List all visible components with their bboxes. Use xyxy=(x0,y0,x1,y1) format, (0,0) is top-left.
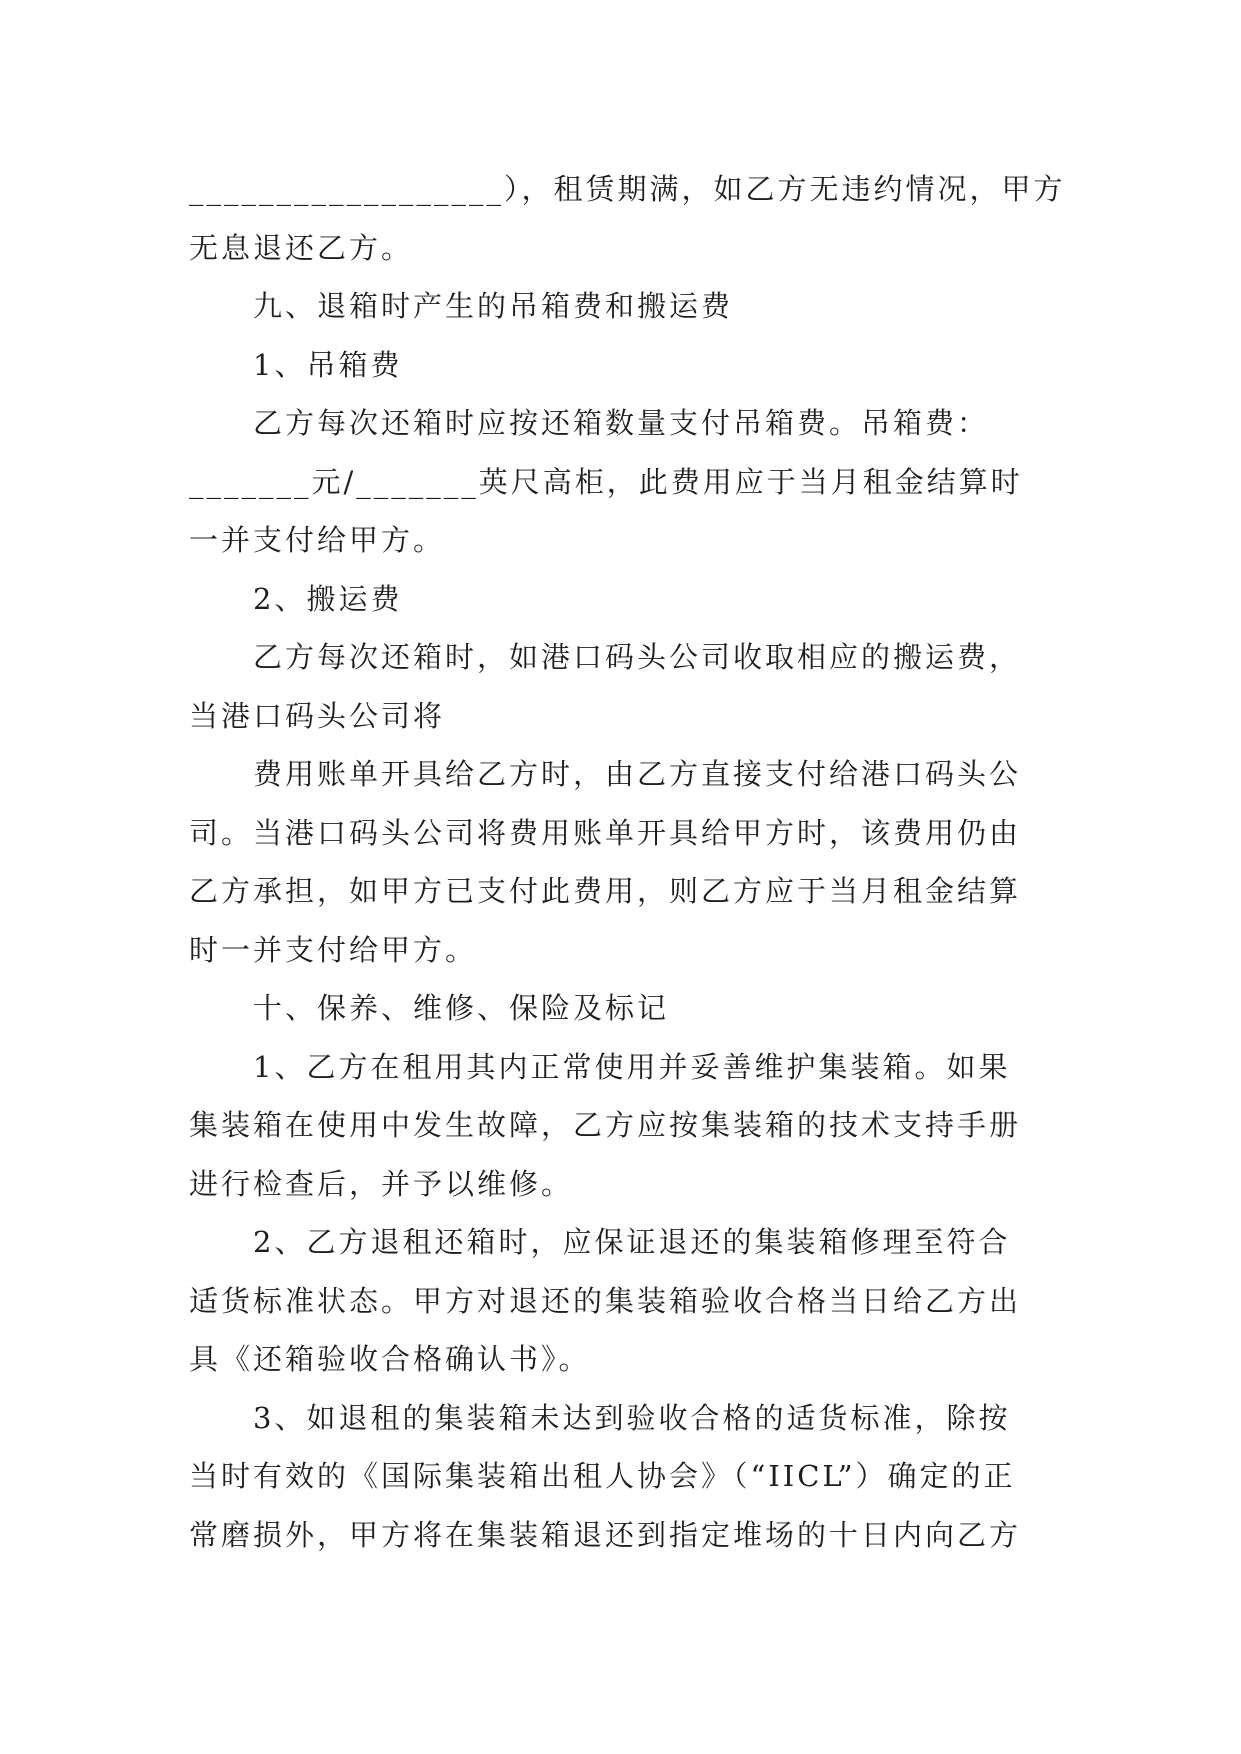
text-line: 无息退还乙方。 xyxy=(189,230,414,265)
paragraph-return-standard xyxy=(189,1213,1055,1389)
paragraph-lifting-fee xyxy=(189,394,1055,570)
text-line: 时一并支付给甲方。 xyxy=(189,932,478,967)
paragraph-maintenance xyxy=(189,1038,1055,1214)
text-line: 常磨损外，甲方将在集装箱退还到指定堆场的十日内向乙方 xyxy=(189,1517,1022,1552)
text-line: 1、乙方在租用其内正常使用并妥善维护集装箱。如果 xyxy=(253,1049,1011,1084)
section-heading-ten xyxy=(189,979,1055,1038)
text-line: 当时有效的《国际集装箱出租人协会》（“IICL”）确定的正 xyxy=(189,1459,1016,1493)
paragraph-deposit-refund xyxy=(189,160,1066,277)
text-line: 3、如退租的集装箱未达到验收合格的适货标准，除按 xyxy=(253,1400,1011,1435)
text-line: 当港口码头公司将 xyxy=(189,698,446,733)
subheading-lifting-fee xyxy=(189,336,1055,395)
text-line: 进行检查后，并予以维修。 xyxy=(189,1166,574,1201)
heading-text: 九、退箱时产生的吊箱费和搬运费 xyxy=(253,289,734,323)
subheading-text: 1、吊箱费 xyxy=(253,347,403,382)
document-body xyxy=(189,160,1066,1564)
text-line: _______元/_______英尺高柜，此费用应于当月租金结算时 xyxy=(189,464,1023,499)
text-line: 一并支付给甲方。 xyxy=(189,523,446,557)
text-line: 费用账单开具给乙方时，由乙方直接支付给港口码头公 xyxy=(253,757,1022,791)
text-line: 司。当港口码头公司将费用账单开具给甲方时，该费用仍由 xyxy=(189,815,1022,850)
text-line: 2、乙方退租还箱时，应保证退还的集装箱修理至符合 xyxy=(253,1225,1011,1259)
text-line: 乙方每次还箱时，如港口码头公司收取相应的搬运费， xyxy=(253,640,1022,674)
text-line: 集装箱在使用中发生故障，乙方应按集装箱的技术支持手册 xyxy=(189,1108,1022,1142)
text-line: 乙方承担，如甲方已支付此费用，则乙方应于当月租金结算 xyxy=(189,874,1022,908)
heading-text: 十、保养、维修、保险及标记 xyxy=(253,991,670,1025)
paragraph-handling-fee-billing xyxy=(189,745,1055,979)
subheading-text: 2、搬运费 xyxy=(253,581,403,616)
text-line: 适货标准状态。甲方对退还的集装箱验收合格当日给乙方出 xyxy=(189,1283,1022,1318)
paragraph-handling-fee xyxy=(189,628,1055,745)
paragraph-iicl-standard xyxy=(189,1389,1055,1565)
text-line: __________________），租赁期满，如乙方无违约情况，甲方 xyxy=(189,172,1066,206)
section-heading-nine xyxy=(189,277,1055,336)
text-line: 乙方每次还箱时应按还箱数量支付吊箱费。吊箱费： xyxy=(253,406,990,440)
subheading-handling-fee xyxy=(189,570,1055,629)
text-line: 具《还箱验收合格确认书》。 xyxy=(189,1342,591,1376)
